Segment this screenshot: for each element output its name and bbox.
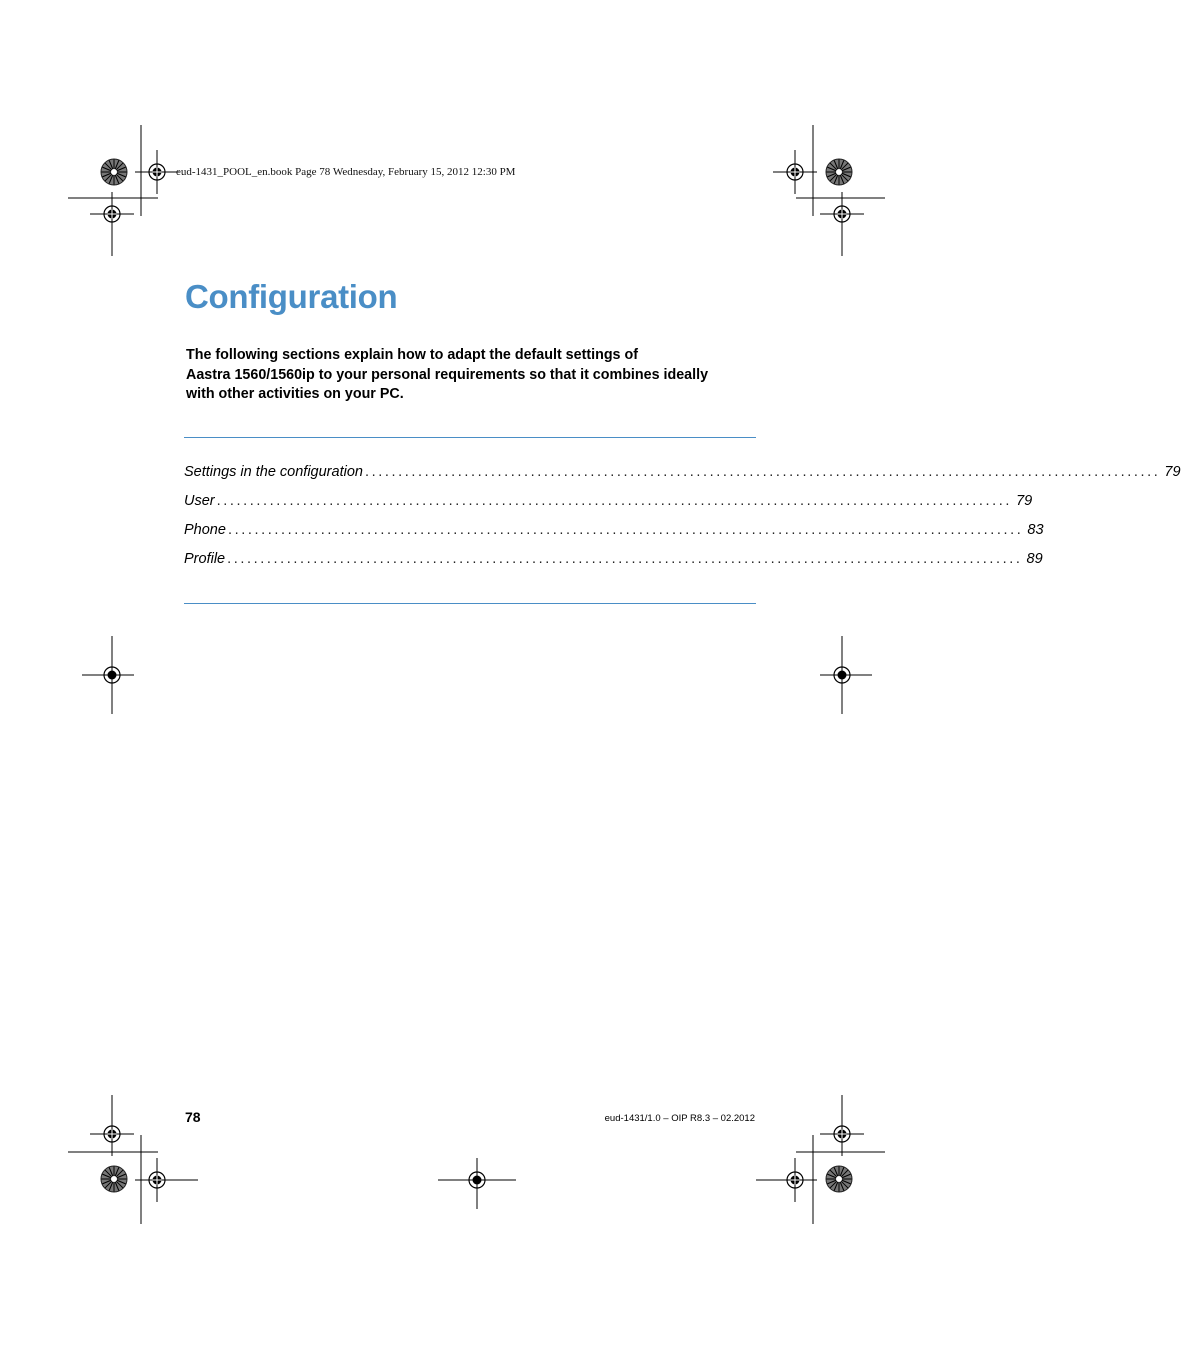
crosshair-registration-icon: [90, 192, 134, 236]
toc-entry-label: Profile: [184, 551, 226, 567]
toc-leader-dots: ........................................................................................................................: [227, 551, 1023, 567]
toc-entry-label: Settings in the configuration: [184, 464, 363, 480]
crosshair-registration-icon: [135, 150, 179, 194]
page-title: Configuration: [185, 278, 398, 315]
bottom-divider: [184, 603, 756, 604]
starburst-target-icon: [101, 159, 127, 185]
starburst-target-icon: [826, 159, 852, 185]
toc-leader-dots: ........................................................................................................................: [364, 464, 1161, 480]
toc-entry-settings[interactable]: [184, 464, 1181, 493]
crosshair-registration-icon: [773, 150, 817, 194]
top-divider: [184, 437, 756, 438]
starburst-target-icon: [101, 1166, 127, 1192]
toc-entry-profile[interactable]: [184, 551, 1043, 580]
intro-line: with other activities on your PC.: [186, 386, 404, 403]
crosshair-registration-icon: [820, 1112, 864, 1156]
toc-entry-label: Phone: [184, 522, 226, 538]
page-number: 78: [185, 1109, 201, 1125]
toc-entry-page: 83: [1027, 522, 1044, 538]
toc-entry-page: 79: [1016, 493, 1033, 509]
toc-leader-dots: ........................................................................................................................: [216, 493, 1013, 509]
toc-entry-page: 79: [1164, 464, 1181, 480]
intro-line: Aastra 1560/1560ip to your personal requirements so that it combines ideally: [186, 366, 709, 383]
intro-paragraph: [186, 346, 756, 405]
crosshair-registration-icon: [90, 1112, 134, 1156]
toc-entry-label: User: [184, 493, 215, 509]
toc-entry-page: 89: [1026, 551, 1043, 567]
print-slug: eud-1431_POOL_en.book Page 78 Wednesday, February 15, 2012 12:30 PM: [176, 166, 516, 178]
toc-entry-phone[interactable]: [184, 522, 1044, 551]
document-reference: eud-1431/1.0 – OIP R8.3 – 02.2012: [604, 1113, 755, 1124]
table-of-contents: [184, 464, 1181, 580]
starburst-target-icon: [826, 1166, 852, 1192]
toc-leader-dots: ........................................................................................................................: [227, 522, 1024, 538]
crosshair-registration-icon: [820, 192, 864, 236]
intro-line: The following sections explain how to adapt the default settings of: [186, 347, 638, 363]
toc-entry-user[interactable]: [184, 493, 1033, 522]
